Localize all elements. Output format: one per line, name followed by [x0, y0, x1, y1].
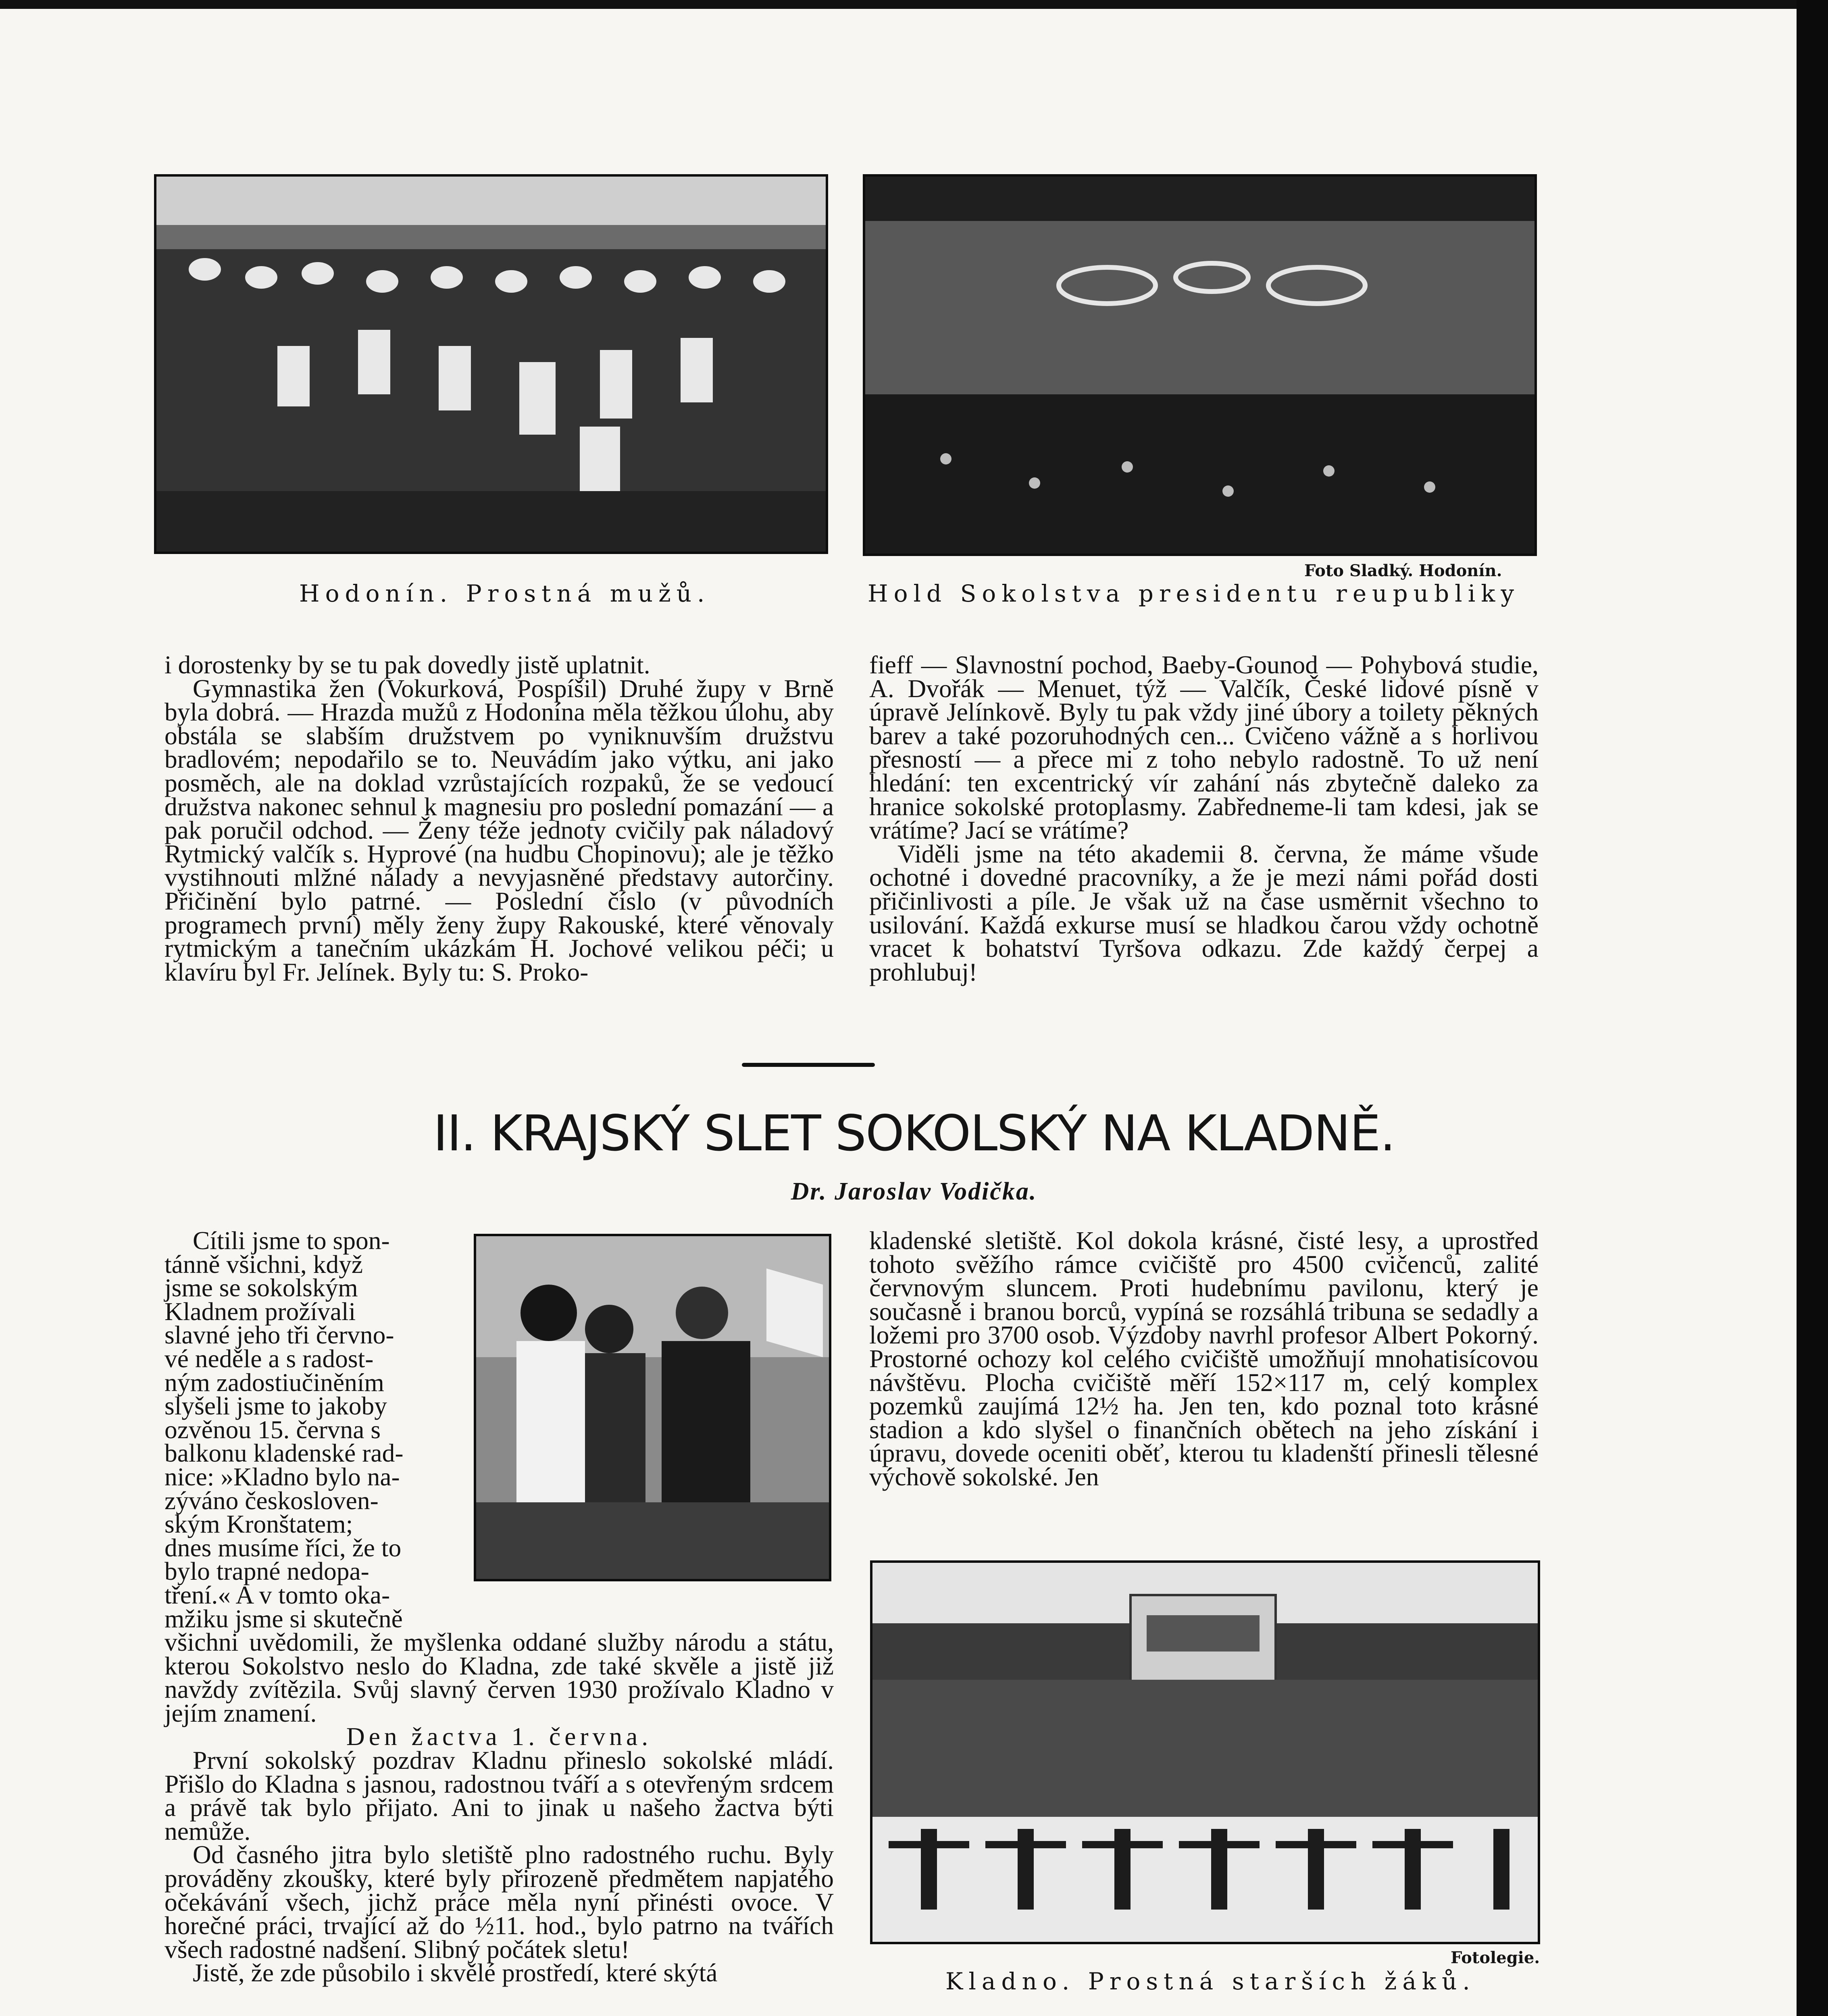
- caption-hodonin-stadium: Hold Sokolstva presidentu reupubliky: [868, 580, 1520, 607]
- subheading: Den žactva 1. června.: [346, 1722, 652, 1751]
- photo-kladno-balcony: [474, 1234, 831, 1581]
- credit-kladno-stadium: Fotolegie.: [1451, 1948, 1540, 1967]
- text-line: slavné jeho tři červno-: [164, 1320, 394, 1350]
- photo-hodonin-stadium: [863, 174, 1537, 556]
- photo-kladno-stadium: [870, 1560, 1540, 1944]
- paragraph: Od časného jitra bylo sletiště plno radostného ruchu. Byly prováděny zkoušky, které byly přirozeně předmětem napjatého očekávání všech, jichž práce měla nyní přinésti ovoce. V horečné práci, trvající až do ½11. hod., bylo patrno na tvářích všech radostné nadšení. Slibný počátek sletu!: [164, 1840, 834, 1964]
- photo-hodonin-men-image: [156, 177, 826, 552]
- text-line: ným zadostiučiněním: [164, 1368, 384, 1397]
- paragraph: Viděli jsme na této akademii 8. června, že máme všude ochotné i dovedné pracovníky, a že je mezi námi pořád dosti přičinlivosti a píle. Je však už na čase usměrnit všechno to usilování. Každá exkurse musí se hladkou čarou vždy ochotně vracet k bohatství Tyršova odkazu. Zde každý čerpej a prohlubuj!: [869, 839, 1539, 986]
- article-intro-narrow: [164, 1226, 459, 1633]
- credit-hodonin-stadium: Foto Sladký. Hodonín.: [1304, 561, 1502, 580]
- photo-kladno-stadium-image: [872, 1563, 1538, 1942]
- paragraph: První sokolský pozdrav Kladnu přineslo sokolské mládí. Přišlo do Kladna s jasnou, radostnou tváří a s otevřeným srdcem a právě tak bylo přijato. Ani to jinak u našeho žactva býti nemůže.: [164, 1745, 834, 1845]
- paragraph: Jistě, že zde působilo i skvělé prostředí, které skýtá: [193, 1958, 718, 1987]
- text-line: tánně všichni, když: [164, 1250, 363, 1279]
- section-divider: [742, 1063, 875, 1067]
- text-line: vé neděle a s radost-: [164, 1344, 374, 1373]
- text-line: slyšeli jsme to jakoby: [164, 1391, 387, 1420]
- article-body-right: [869, 1226, 1539, 1491]
- text-line: Cítili jsme to spon-: [193, 1226, 390, 1255]
- paragraph: i dorostenky by se tu pak dovedly jistě uplatnit.: [164, 650, 650, 679]
- text-line: balkonu kladenské rad-: [164, 1439, 404, 1468]
- paragraph: fieff — Slavnostní pochod, Baeby-Gounod — Pohybová studie, A. Dvořák — Menuet, týž — Valčík, České lidové písně v úpravě Jelínkově. Byly tu pak vždy jiné úbory a toilety pěkných barev a také pozoruhodných cen... Cvičeno vážně a s horlivou přesností — a přece mi z toho nebylo radostně. To už není hledání: ten excentrický vír zahání nás zbytečně daleko za hranice sokolské protoplasmy. Zabředneme-li tam kdesi, jak se vrátíme? Jací se vrátíme?: [869, 650, 1539, 845]
- text-line: ozvěnou 15. června s: [164, 1415, 381, 1444]
- photo-hodonin-stadium-image: [865, 177, 1534, 554]
- column-left-continuation: [164, 650, 834, 986]
- scan-border-top: [0, 0, 1828, 9]
- paragraph: Gymnastika žen (Vokurková, Pospíšil) Druhé župy v Brně byla dobrá. — Hrazda mužů z Hodonína měla těžkou úlohu, aby obstála se slabším družstvem po vyniknuvším družstvu bradlovém; nepodařilo se to. Neuvádím jako výtku, ani jako posměch, ale na doklad vzrůstajících rozpaků, že se vedoucí družstva nakonec sehnul k magnesiu pro poslední pomazání — a pak poručil odchod. — Ženy téže jednoty cvičily pak náladový Rytmický valčík s. Hyprové (na hudbu Chopinovu); ale je těžko vystihnouti mlžné nálady a nevyjasněné představy autorčiny. Přičinění bylo patrné. — Poslední číslo (v původních programech první) měly ženy župy Rakouské, které věnovaly rytmickým a tanečním ukázkám H. Jochové velikou péči; u klavíru byl Fr. Jelínek. Byly tu: S. Proko-: [164, 674, 834, 986]
- photo-kladno-balcony-image: [476, 1236, 829, 1579]
- paragraph: kladenské sletiště. Kol dokola krásné, čisté lesy, a uprostřed tohoto svěžího rámce cvičiště pro 4500 cvičenců, zalité červnovým sluncem. Proti hudebnímu pavilonu, který je současně i branou borců, vypíná se rozsáhlá tribuna se sedadly a ložemi pro 3700 osob. Výzdoby navrhl profesor Albert Pokorný. Prostorné ochozy kol celého cvičiště umožňují mnohatisícovou návštěvu. Plocha cvičiště měří 152×117 m, celý komplex pozemků zaujímá 12½ ha. Jen ten, kdo poznal toto krásné stadion a kdo slyšel o finančních obětech na jeho získání i úpravu, dovede oceniti oběť, kterou tu kladenští přinesli tělesné výchově sokolské. Jen: [869, 1226, 1539, 1491]
- article-author: Dr. Jaroslav Vodička.: [791, 1178, 1037, 1205]
- scan-border-right: [1797, 0, 1828, 2016]
- text-line: jsme se sokolským: [164, 1273, 358, 1302]
- text-line: bylo trapné nedopa-: [164, 1557, 369, 1586]
- text-line: dnes musíme říci, že to: [164, 1533, 402, 1562]
- article-title: II. KRAJSKÝ SLET SOKOLSKÝ NA KLADNĚ.: [433, 1105, 1395, 1162]
- text-line: Kladnem prožívali: [164, 1297, 356, 1326]
- text-line: ským Kronštatem;: [164, 1510, 353, 1539]
- column-right-continuation: [869, 650, 1539, 986]
- paragraph: všichni uvědomili, že myšlenka oddané služby národu a státu, kterou Sokolstvo neslo do Kladna, zde také skvěle a jistě již navždy zvítězila. Svůj slavný červen 1930 prožívalo Kladno v jejím znamení.: [164, 1628, 834, 1727]
- text-line: zýváno českosloven-: [164, 1486, 379, 1515]
- text-line: tření.« A v tomto oka-: [164, 1580, 390, 1609]
- caption-hodonin-men: Hodonín. Prostná mužů.: [299, 580, 710, 607]
- photo-hodonin-men: [154, 174, 828, 554]
- caption-kladno-stadium: Kladno. Prostná starších žáků.: [945, 1968, 1476, 1995]
- text-line: nice: »Kladno bylo na-: [164, 1462, 400, 1491]
- article-body-left: [164, 1628, 834, 1987]
- text-line: mžiku jsme si skutečně: [164, 1604, 403, 1633]
